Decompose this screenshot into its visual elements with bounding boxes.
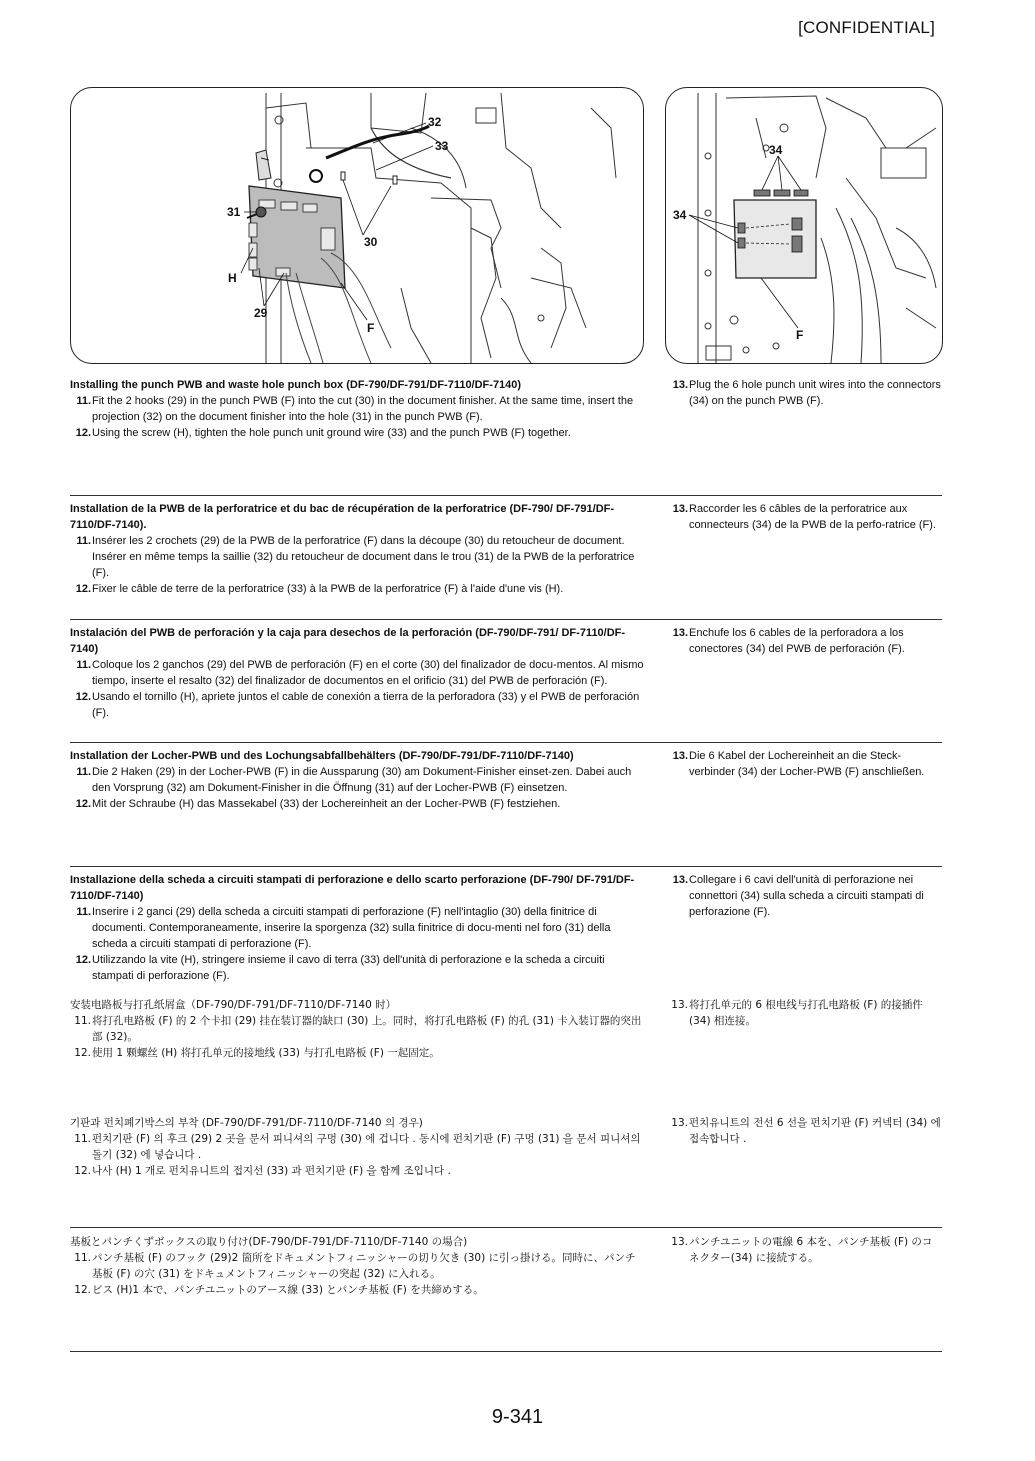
step-11: 11. Die 2 Haken (29) in der Locher-PWB (F) in die Aussparung (30) am Dokument-Finisher einset-zen. Dabei auch den Vorsprung (32) am Dokument-Finisher in die Öffnung (31) auf der Locher-PWB (F) einsetzen. <box>76 766 632 794</box>
step-12: 12. 使用 1 颗螺丝 (H) 将打孔单元的接地线 (33) 与打孔电路板 (F) 一起固定。 <box>74 1047 440 1059</box>
step-11: 11. Insérer les 2 crochets (29) de la PWB de la perforatrice (F) dans la découpe (30) du retoucheur de document. Insérer en même temps la saillie (32) du retoucheur de document dans le trou (31) de la PWB de la perforatrice (F). <box>76 535 635 579</box>
step-13: 13. 将打孔单元的 6 根电线与打孔电路板 (F) 的接插件 (34) 相连接。 <box>671 999 923 1027</box>
step-11: 11. 펀치기판 (F) 의 후크 (29) 2 곳을 문서 피니셔의 구멍 (30) 에 겁니다 . 동시에 펀치기판 (F) 구멍 (31) 을 문서 피니셔의 돌기 (32) 에 넣습니다 . <box>74 1133 641 1161</box>
section-divider <box>70 495 942 496</box>
section-title: 基板とパンチくずボックスの取り付け(DF-790/DF-791/DF-7110/DF-7140 の場合) <box>70 1236 468 1248</box>
section-divider <box>70 1227 942 1228</box>
step-13: 13. Enchufe los 6 cables de la perforadora a los conectores (34) del PWB de perforación (F). <box>672 627 905 655</box>
step-12: 12. Usando el tornillo (H), apriete juntos el cable de conexión a tierra de la perforadora (33) y el PWB de perforación (F). <box>75 691 640 719</box>
section-title: 安装电路板与打孔纸屑盒（DF-790/DF-791/DF-7110/DF-7140 时） <box>70 999 397 1011</box>
callout-f: F <box>367 321 375 335</box>
callout-30: 30 <box>364 235 378 249</box>
callout-34-left: 34 <box>673 208 687 222</box>
section-divider <box>70 866 942 867</box>
callout-33: 33 <box>435 139 449 153</box>
step-13: 13. Plug the 6 hole punch unit wires into the connectors (34) on the punch PWB (F). <box>672 379 941 407</box>
step-13: 13. Collegare i 6 cavi dell'unità di perforazione nei connettori (34) sulla scheda a circuiti stampati di perforazione (F). <box>672 874 924 918</box>
punch-pwb-installation-illustration <box>70 87 644 364</box>
step-13: 13. Die 6 Kabel der Lochereinheit an die Steck-verbinder (34) der Locher-PWB (F) anschließen. <box>672 750 925 778</box>
section-divider <box>70 619 942 620</box>
step-13: 13. Raccorder les 6 câbles de la perforatrice aux connecteurs (34) de la PWB de la perfo-ratrice (F). <box>672 503 936 531</box>
step-11: 11. 将打孔电路板 (F) 的 2 个卡扣 (29) 挂在装订器的缺口 (30) 上。同时，将打孔电路板 (F) 的孔 (31) 卡入装订器的突出部 (32)。 <box>74 1015 642 1043</box>
section-title: Installazione della scheda a circuiti stampati di perforazione e dello scarto perforazione (DF-790/ DF-791/DF-7110/DF-7140) <box>70 874 635 902</box>
section-divider <box>70 742 942 743</box>
connector-diagram <box>666 88 942 363</box>
callout-29: 29 <box>254 306 268 320</box>
section-title: Installation der Locher-PWB und des Lochungsabfallbehälters (DF-790/DF-791/DF-7110/DF-7140) <box>70 750 574 762</box>
callout-31: 31 <box>227 205 241 219</box>
section-title: Installing the punch PWB and waste hole punch box (DF-790/DF-791/DF-7110/DF-7140) <box>70 379 522 391</box>
callout-32: 32 <box>428 115 442 129</box>
step-12: 12. Utilizzando la vite (H), stringere insieme il cavo di terra (33) dell'unità di perforazione e la scheda a circuiti stampati di perforazione (F). <box>75 954 605 982</box>
step-11: 11. Fit the 2 hooks (29) in the punch PWB (F) into the cut (30) in the document finisher. At the same time, insert the projection (32) on the document finisher into the hole (31) in the punch PWB (F). <box>76 395 634 423</box>
callout-34-top: 34 <box>769 143 783 157</box>
step-12: 12. ビス (H)1 本で、パンチユニットのアース線 (33) とパンチ基板 (F) を共締めする。 <box>74 1284 484 1296</box>
step-12: 12. 나사 (H) 1 개로 펀치유니트의 접지선 (33) 과 펀치기판 (F) 을 함께 조입니다 . <box>74 1165 451 1177</box>
step-13: 13. パンチユニットの電線 6 本を、パンチ基板 (F) のコネクター(34) に接続する。 <box>671 1236 933 1264</box>
step-13: 13. 펀치유니트의 전선 6 선을 펀치기판 (F) 커넥터 (34) 에 접속합니다 . <box>671 1117 941 1145</box>
step-11: 11. パンチ基板 (F) のフック (29)2 箇所をドキュメントフィニッシャーの切り欠き (30) に引っ掛ける。同時に、パンチ基板 (F) の穴 (31) をドキュメントフィニッシャーの突起 (32) に入れる。 <box>74 1252 636 1280</box>
step-11: 11. Coloque los 2 ganchos (29) del PWB de perforación (F) en el corte (30) del finalizador de docu-mentos. Al mismo tiempo, inserte el resalto (32) del finalizador de documentos en el orificio (31) del PWB de perforación (F). <box>76 659 644 687</box>
step-12: 12. Fixer le câble de terre de la perforatrice (33) à la PWB de la perforatrice (F) à l'aide d'une vis (H). <box>75 583 564 595</box>
page-number: 9-341 <box>491 1406 544 1428</box>
footer-divider <box>70 1351 942 1352</box>
section-title: Installation de la PWB de la perforatrice et du bac de récupération de la perforatrice (DF-790/ DF-791/DF-7110/DF-7140). <box>70 503 615 531</box>
step-12: 12. Using the screw (H), tighten the hole punch unit ground wire (33) and the punch PWB (F) together. <box>75 427 571 439</box>
section-title: Instalación del PWB de perforación y la caja para desechos de la perforación (DF-790/DF-791/ DF-7110/DF-7140) <box>70 627 626 655</box>
callout-h: H <box>228 271 237 285</box>
step-11: 11. Inserire i 2 ganci (29) della scheda a circuiti stampati di perforazione (F) nell'intaglio (30) della finitrice di documenti. Contemporaneamente, inserire la sporgenza (32) sulla finitrice di docu-menti nel foro (31) della scheda a circuiti stampati di perforazione (F). <box>76 906 611 950</box>
section-title: 기판과 펀치폐기박스의 부착 (DF-790/DF-791/DF-7110/DF-7140 의 경우) <box>70 1117 423 1129</box>
punch-wire-connection-illustration <box>665 87 943 364</box>
confidential-label: [CONFIDENTIAL] <box>798 18 935 37</box>
punch-pwb-diagram <box>71 88 643 363</box>
step-12: 12. Mit der Schraube (H) das Massekabel (33) der Lochereinheit an der Locher-PWB (F) festziehen. <box>75 798 561 810</box>
callout-f: F <box>796 328 804 342</box>
